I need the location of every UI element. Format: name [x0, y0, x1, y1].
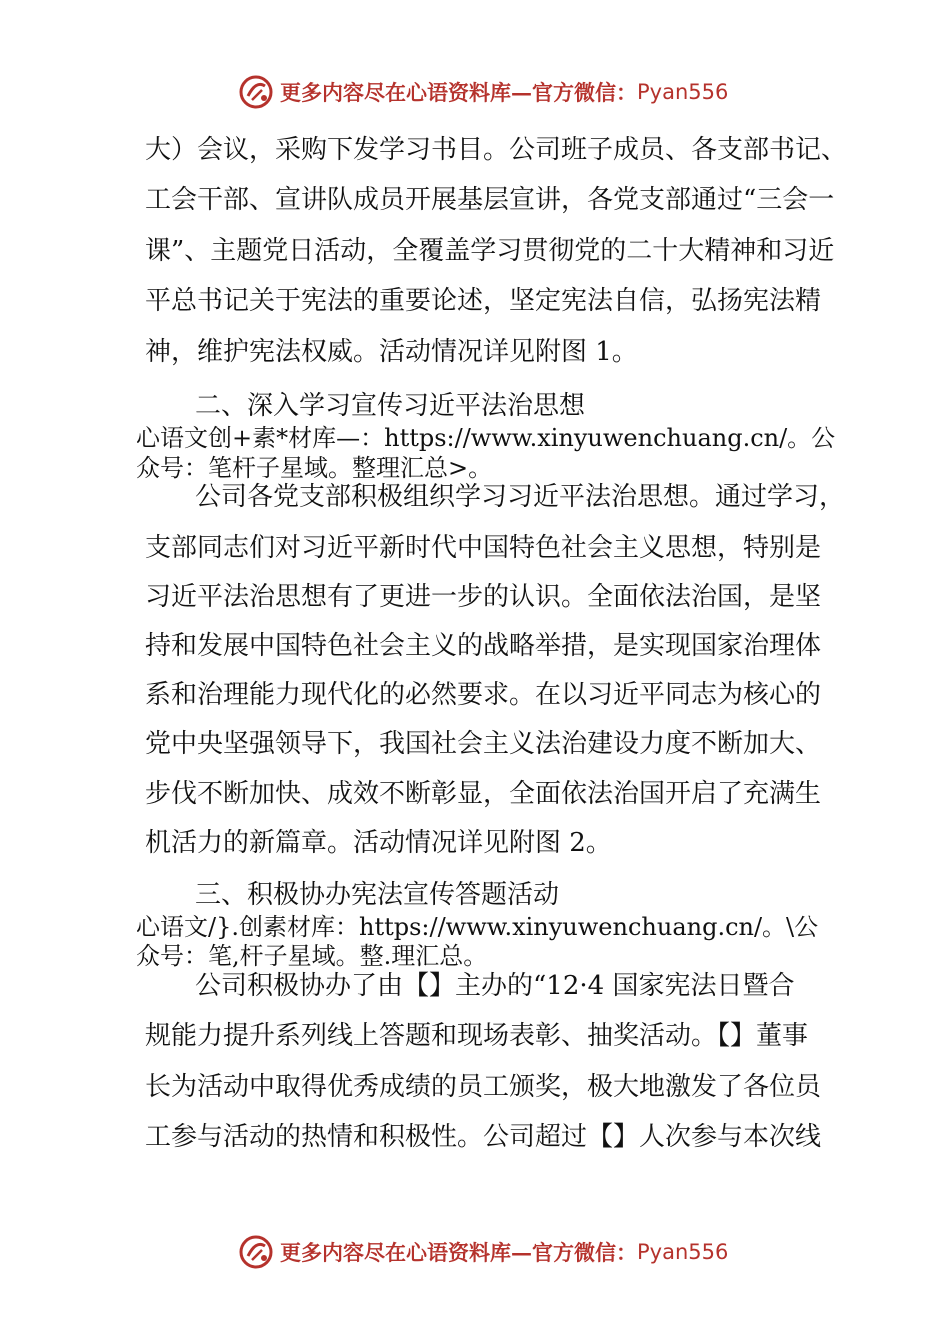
paragraph-line: 规能力提升系列线上答题和现场表彰、抽奖活动。【】董事 — [145, 1021, 809, 1051]
paragraph-line: 步伐不断加快、成效不断彰显，全面依法治国开启了充满生 — [145, 779, 822, 809]
footer-banner — [238, 1232, 738, 1272]
banner-text: 更多内容尽在心语资料库—官方微信： — [280, 1240, 637, 1265]
banner-wechat-id: Pyan556 — [637, 1240, 729, 1264]
paragraph-line: 课”、主题党日活动，全覆盖学习贯彻党的二十大精神和习近 — [145, 236, 835, 266]
paragraph-line: 习近平法治思想有了更进一步的认识。全面依法治国，是坚 — [145, 582, 822, 612]
paragraph-line: 持和发展中国特色社会主义的战略举措，是实现国家治理体 — [145, 631, 822, 661]
paragraph-line: 系和治理能力现代化的必然要求。在以习近平同志为核心的 — [145, 680, 822, 710]
paragraph-line: 工参与活动的热情和积极性。公司超过【】人次参与本次线 — [145, 1122, 822, 1152]
paragraph-line: 公司积极协办了由【】主办的“12·4 国家宪法日暨合 — [195, 971, 795, 1001]
paragraph-line: 长为活动中取得优秀成绩的员工颁奖，极大地激发了各位员 — [145, 1072, 822, 1102]
section-heading: 二、深入学习宣传习近平法治思想 — [195, 391, 586, 421]
paragraph-line: 神，维护宪法权威。活动情况详见附图 1。 — [145, 337, 638, 367]
header-banner — [238, 72, 738, 112]
section-heading: 三、积极协办宪法宣传答题活动 — [195, 880, 560, 910]
brand-logo-icon — [238, 1234, 274, 1270]
paragraph-line: 工会干部、宣讲队成员开展基层宣讲，各党支部通过“三会一 — [145, 185, 835, 215]
paragraph-line: 公司各党支部积极组织学习习近平法治思想。通过学习， — [195, 482, 846, 512]
watermark-line: 心语文创+素*材库—：https://www.xinyuwenchuang.cn/。公 — [136, 424, 836, 452]
watermark-line: 众号：笔,杆子星域。整.理汇总。 — [136, 942, 488, 970]
paragraph-line: 平总书记关于宪法的重要论述，坚定宪法自信，弘扬宪法精 — [145, 286, 822, 316]
watermark-line: 心语文/}.创素材库：https://www.xinyuwenchuang.cn/。\公 — [136, 913, 819, 941]
watermark-line: 众号：笔杆子星域。整理汇总>。 — [136, 454, 493, 482]
banner-wechat-id: Pyan556 — [637, 80, 729, 104]
banner-text: 更多内容尽在心语资料库—官方微信： — [280, 80, 637, 105]
brand-logo-icon — [238, 74, 274, 110]
paragraph-line: 党中央坚强领导下，我国社会主义法治建设力度不断加大、 — [145, 729, 822, 759]
paragraph-line: 机活力的新篇章。活动情况详见附图 2。 — [145, 828, 612, 858]
paragraph-line: 支部同志们对习近平新时代中国特色社会主义思想，特别是 — [145, 533, 822, 563]
paragraph-line: 大）会议，采购下发学习书目。公司班子成员、各支部书记、 — [145, 135, 848, 165]
